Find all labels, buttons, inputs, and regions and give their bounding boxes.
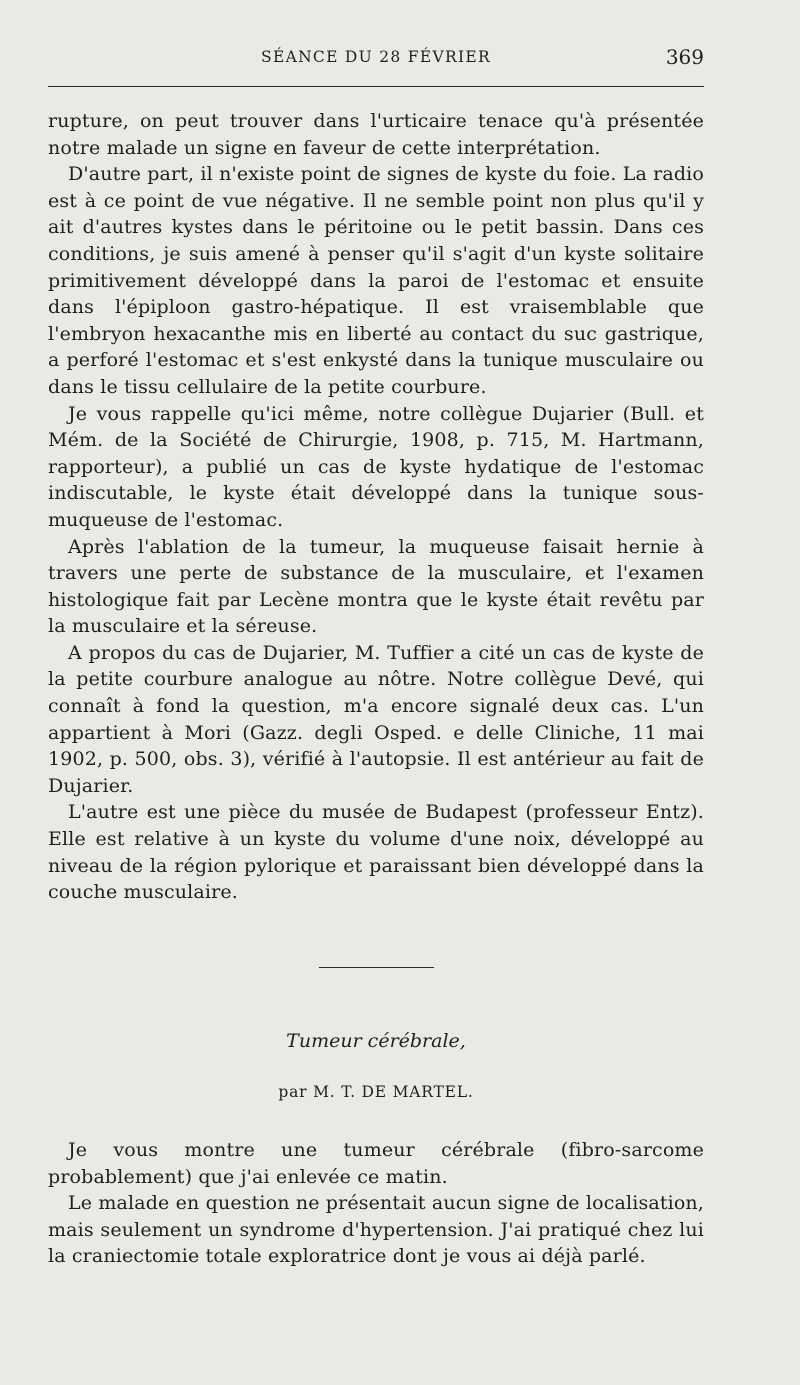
paragraph: Le malade en question ne présentait aucun signe de localisation, mais seulement un syndrome d'hypertension. J'ai pratiqué chez lui la craniectomie totale exploratrice dont je vous ai déjà parlé. bbox=[48, 1192, 704, 1268]
paragraph: Je vous montre une tumeur cérébrale (fibro-sarcome probablement) que j'ai enlevée ce matin. bbox=[48, 1139, 704, 1188]
paragraph: rupture, on peut trouver dans l'urticaire tenace qu'à présentée notre malade un signe en faveur de cette interprétation. bbox=[48, 110, 704, 159]
page-number: 369 bbox=[665, 45, 704, 69]
running-title: SÉANCE DU 28 FÉVRIER bbox=[261, 48, 491, 66]
paragraph: L'autre est une pièce du musée de Budapest (professeur Entz). Elle est relative à un kyste du volume d'une noix, développé au niveau de la région pylorique et paraissant bien développé dans la couche musculaire. bbox=[48, 801, 704, 904]
paragraph: A propos du cas de Dujarier, M. Tuffier a cité un cas de kyste de la petite courbure analogue au nôtre. Notre collègue Devé, qui connaît à fond la question, m'a encore signalé deux cas. L'un appartient à Mori (Gazz. degli Osped. e delle Cliniche, 11 mai 1902, p. 500, obs. 3), vérifié à l'autopsie. Il est antérieur au fait de Dujarier. bbox=[48, 641, 704, 797]
body-text bbox=[48, 108, 704, 906]
paragraph: Après l'ablation de la tumeur, la muqueuse faisait hernie à travers une perte de substance de la musculaire, et l'examen histologique fait par Lecène montra que le kyste était revêtu par la musculaire et la séreuse. bbox=[48, 535, 704, 638]
article-body bbox=[48, 1137, 704, 1270]
section-separator bbox=[319, 967, 434, 968]
article-byline: par M. T. DE MARTEL. bbox=[278, 1083, 474, 1101]
header-rule bbox=[48, 86, 704, 87]
paragraph: D'autre part, il n'existe point de signes de kyste du foie. La radio est à ce point de vue négative. Il ne semble point non plus qu'il y ait d'autres kystes dans le péritoine ou le petit bassin. Dans ces conditions, je suis amené à penser qu'il s'agit d'un kyste solitaire primitivement développé dans la paroi de l'estomac et ensuite dans l'épiploon gastro-hépatique. Il est vraisemblable que l'embryon hexacanthe mis en liberté au contact du suc gastrique, a perforé l'estomac et s'est enkysté dans la tunique musculaire ou dans le tissu cellulaire de la petite courbure. bbox=[48, 163, 704, 398]
paragraph: Je vous rappelle qu'ici même, notre collègue Dujarier (Bull. et Mém. de la Société de Chirurgie, 1908, p. 715, M. Hartmann, rapporteur), a publié un cas de kyste hydatique de l'estomac indiscutable, le kyste était développé dans la tunique sous-muqueuse de l'estomac. bbox=[48, 402, 704, 531]
article-title: Tumeur cérébrale, bbox=[286, 1030, 466, 1052]
running-header bbox=[48, 44, 704, 74]
